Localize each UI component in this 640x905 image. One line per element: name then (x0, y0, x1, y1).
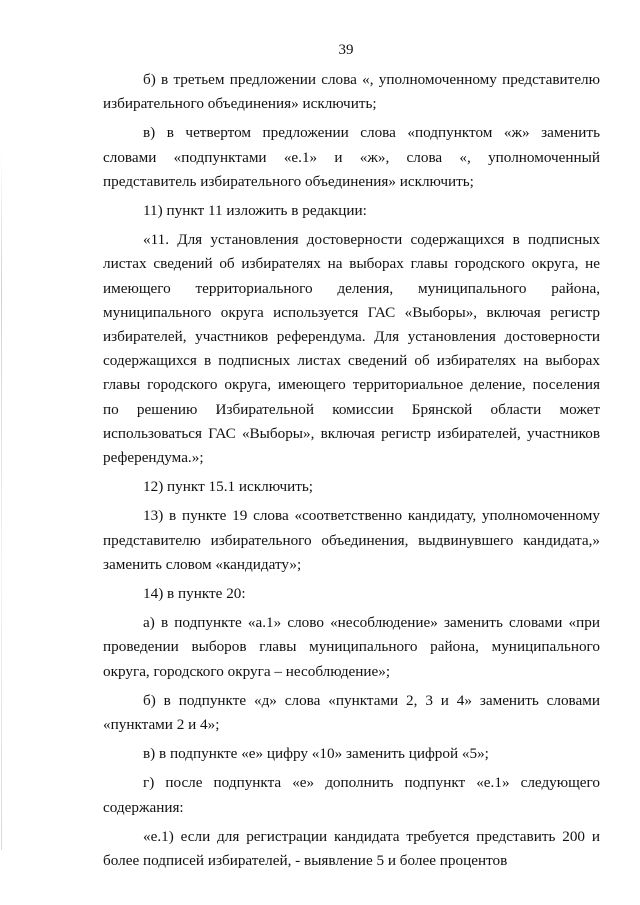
paragraph-v-fourth-sentence: в) в четвертом предложении слова «подпунктом «ж» заменить словами «подпунктами «е.1» и «ж», слова «, уполномоченный представитель избирательного объединения» исключить; (103, 124, 600, 190)
paragraph-item-14: 14) в пункте 20: (143, 585, 246, 603)
paragraph-b-third-sentence: б) в третьем предложении слова «, уполномоченному представителю избирательного объединения» исключить; (103, 71, 600, 113)
paragraph-e1-text: «е.1) если для регистрации кандидата требуется представить 200 и более подписей избирателей, - выявление 5 и более процентов (103, 827, 600, 870)
paragraph-item-12: 12) пункт 15.1 исключить; (143, 478, 314, 496)
paragraph-item-11-text: «11. Для установления достоверности содержащихся в подписных листах сведений об избирателях на выборах главы городского округа, не имеющего территориального деления, муниципального района, муниципального округа используется ГАС «Выборы», включая регистр избирателей, участников референдума. Для установления достоверности содержащихся в подписных листах сведений об избирателях на выборах главы городского округа, имеющего территориальное деление, поселения по решению Избирательной комиссии Брянской области может использоваться ГАС «Выборы», включая регистр избирателей, участников референдума.»; (103, 231, 600, 467)
paragraph-item-13: 13) в пункте 19 слова «соответственно кандидату, уполномоченному представителю избирательного объединения, выдвинувшего кандидата,» заменить словом «кандидату»; (103, 507, 600, 573)
paragraph-subitem-v: в) в подпункте «е» цифру «10» заменить цифрой «5»; (143, 745, 489, 763)
paragraph-subitem-b: б) в подпункте «д» слова «пунктами 2, 3 и 4» заменить словами «пунктами 2 и 4»; (103, 691, 600, 734)
paragraph-item-11: 11) пункт 11 изложить в редакции: (143, 202, 367, 220)
page-number: 39 (338, 42, 354, 58)
scan-edge-shadow (1, 150, 2, 850)
document-body (103, 68, 600, 873)
paragraph-subitem-a: а) в подпункте «а.1» слово «несоблюдение» заменить словами «при проведении выборов главы муниципального района, муниципального округа, городского округа – несоблюдение»; (103, 614, 600, 680)
paragraph-subitem-g: г) после подпункта «е» дополнить подпункт «е.1» следующего содержания: (103, 774, 600, 816)
